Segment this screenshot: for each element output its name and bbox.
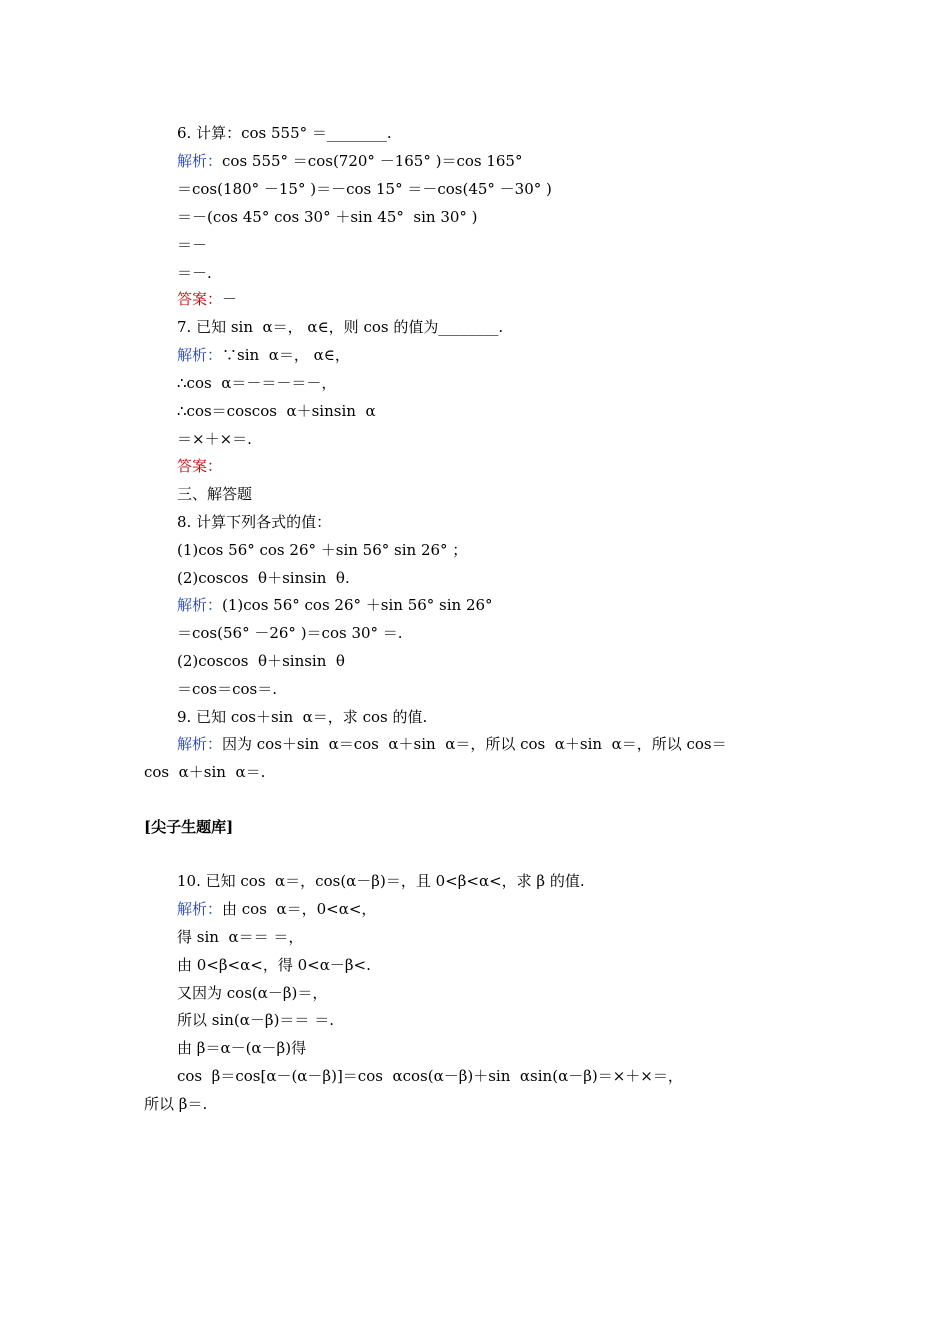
- q7-solution-line-1: [177, 345, 350, 365]
- q6-solution-line-3: ＝－(cos 45° cos 30° ＋sin 45° sin 30° ): [177, 208, 478, 226]
- q8-solution-text-1: (1)cos 56° cos 26° ＋sin 56° sin 26°: [222, 596, 493, 614]
- q10-solution-line-2: 得 sin α＝＝ ＝，: [177, 928, 304, 946]
- q10-stem: 10. 已知 cos α＝，cos(α－β)＝，且 0<β<α<，求 β 的值.: [177, 872, 585, 890]
- q6-stem: 6. 计算：cos 555° ＝________.: [177, 124, 392, 142]
- q10-solution-line-1: [177, 899, 376, 919]
- q6-solution-label: 解析：: [177, 152, 223, 170]
- q10-solution-label: 解析：: [177, 900, 223, 918]
- q8-solution-label: 解析：: [177, 596, 223, 614]
- q9-solution-line-1: [177, 734, 727, 754]
- q10-solution-line-7: cos β＝cos[α－(α－β)]＝cos αcos(α－β)＋sin αsin(α－β)＝×＋×＝，: [177, 1067, 683, 1085]
- q10-solution-line-4: 又因为 cos(α－β)＝，: [177, 984, 328, 1002]
- q7-solution-line-4: ＝×＋×＝.: [177, 430, 252, 448]
- question-bank-title: [尖子生题库]: [144, 818, 234, 836]
- q10-solution-line-3: 由 0<β<α<，得 0<α－β<.: [177, 956, 371, 974]
- q7-solution-line-2: ∴cos α＝－＝－＝－，: [177, 374, 337, 392]
- q7-answer-label: 答案：: [177, 457, 223, 475]
- q6-solution-line-1: [177, 151, 522, 171]
- q10-solution-text-1: 由 cos α＝，0<α<，: [222, 900, 377, 918]
- q8-solution-line-1: [177, 595, 493, 615]
- q8-stem: 8. 计算下列各式的值：: [177, 513, 332, 531]
- q6-solution-line-5: ＝－.: [177, 264, 212, 282]
- q8-solution-line-4: ＝cos＝cos＝.: [177, 680, 278, 698]
- q9-solution-text-1: 因为 cos＋sin α＝cos α＋sin α＝，所以 cos α＋sin α＝，所以 cos＝: [222, 735, 727, 753]
- q7-solution-label: 解析：: [177, 346, 223, 364]
- q6-answer-value: －: [222, 290, 238, 308]
- q9-stem: 9. 已知 cos＋sin α＝，求 cos 的值.: [177, 708, 428, 726]
- q10-solution-line-8: 所以 β＝.: [144, 1095, 208, 1113]
- q9-solution-label: 解析：: [177, 735, 223, 753]
- q8-part-2: (2)coscos θ＋sinsin θ.: [177, 569, 350, 587]
- q7-solution-line-3: ∴cos＝coscos α＋sinsin α: [177, 402, 376, 420]
- q9-solution-line-2: cos α＋sin α＝.: [144, 763, 266, 781]
- q10-solution-line-5: 所以 sin(α－β)＝＝ ＝.: [177, 1011, 334, 1029]
- q6-solution-line-2: ＝cos(180° －15° )＝－cos 15° ＝－cos(45° －30° ): [177, 180, 552, 198]
- q6-solution-text-1: cos 555° ＝cos(720° －165° )＝cos 165°: [222, 152, 523, 170]
- q6-answer-label: 答案：: [177, 290, 223, 308]
- section-title-solve: 三、解答题: [177, 485, 253, 503]
- q6-answer-line: [177, 289, 237, 309]
- q8-part-1: (1)cos 56° cos 26° ＋sin 56° sin 26° ；: [177, 541, 468, 559]
- q8-solution-line-2: ＝cos(56° －26° )＝cos 30° ＝.: [177, 624, 403, 642]
- q10-solution-line-6: 由 β＝α－(α－β)得: [177, 1039, 307, 1057]
- q7-stem: 7. 已知 sin α＝， α∈，则 cos 的值为________.: [177, 318, 504, 336]
- q8-solution-line-3: (2)coscos θ＋sinsin θ: [177, 652, 345, 670]
- q7-solution-text-1: ∵sin α＝， α∈，: [222, 346, 350, 364]
- q6-solution-line-4: ＝－: [177, 236, 208, 254]
